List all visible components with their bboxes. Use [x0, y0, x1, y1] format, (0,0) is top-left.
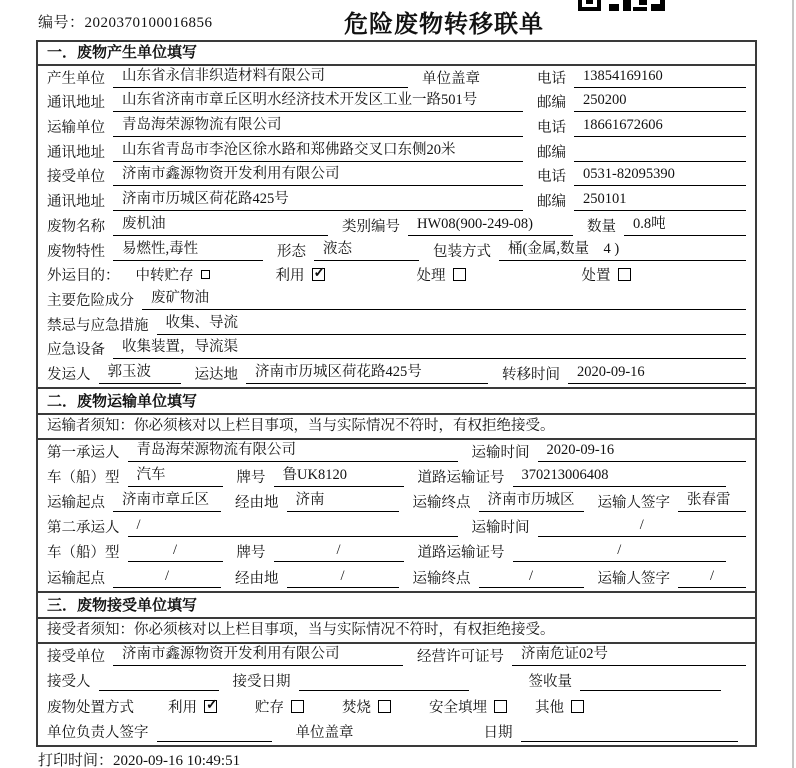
document-number-label: 编号： [38, 15, 85, 31]
section-producer [38, 42, 755, 387]
plate-value: / [274, 542, 404, 562]
purpose-label: 外运目的： [47, 268, 120, 285]
accept-person-label: 接受人 [47, 674, 91, 691]
zip-value: 250101 [574, 191, 746, 211]
carrier-sign-value: 张春雷 [678, 488, 746, 512]
packing-value: 桶(金属,数量 4 ) [499, 237, 746, 261]
accept-date-value [299, 688, 469, 691]
print-time-value: 2020-09-16 10:49:51 [113, 753, 241, 768]
carrier1-value: 青岛海荣源物流有限公司 [128, 438, 458, 462]
sign-qty-label: 签收量 [528, 674, 572, 691]
accept-unit-label: 接受单位 [47, 648, 105, 665]
checkbox-utilize-icon [312, 268, 325, 281]
vehicle-type-value: 汽车 [128, 463, 223, 487]
manifest-table [36, 40, 757, 747]
sign-qty-value [580, 688, 721, 691]
address-label: 通讯地址 [47, 194, 105, 211]
taboo-value: 收集、导流 [157, 311, 747, 335]
zip-value [574, 159, 746, 162]
phone-label: 电话 [537, 120, 566, 137]
date-value [521, 739, 739, 742]
producer-label: 产生单位 [47, 70, 105, 87]
row-hazard-component [38, 288, 755, 313]
via-value: / [287, 568, 399, 588]
waste-name-label: 废物名称 [47, 218, 105, 235]
row-route-1 [38, 490, 755, 515]
checkbox-utilize-icon [204, 700, 217, 713]
checkbox-store-icon [291, 700, 304, 713]
quantity-label: 数量 [587, 218, 616, 235]
carrier2-value: / [128, 517, 458, 537]
receiver-notice: 接受者须知：你必须核对以上栏目事项，当与实际情况不符时，有权拒绝接受。 [38, 619, 755, 644]
checkbox-incinerate-icon [378, 700, 391, 713]
receiver-value: 济南市鑫源物资开发利用有限公司 [113, 162, 523, 186]
address-label: 通讯地址 [47, 144, 105, 161]
address-label: 通讯地址 [47, 95, 105, 112]
terminus-label: 运输终点 [412, 570, 471, 587]
transport-time-value: 2020-09-16 [538, 442, 747, 462]
row-waste-name [38, 214, 755, 239]
disposal-option-incinerate [342, 696, 391, 717]
category-value: HW08(900-249-08) [408, 216, 573, 236]
checkbox-dispose-icon [618, 268, 631, 281]
row-waste-character [38, 239, 755, 264]
taboo-label: 禁忌与应急措施 [47, 317, 149, 334]
carrier-sign-label: 运输人签字 [597, 570, 670, 587]
equipment-label: 应急设备 [47, 342, 105, 359]
row-shipper [38, 362, 755, 387]
section-receiver [38, 591, 755, 746]
purpose-option-storage [136, 264, 210, 285]
zip-label: 邮编 [537, 95, 566, 112]
option-label: 利用 [168, 699, 197, 716]
permit-label: 经营许可证号 [417, 648, 504, 665]
row-first-carrier [38, 440, 755, 465]
origin-value: / [113, 568, 221, 588]
row-vehicle-2 [38, 540, 755, 565]
accept-date-label: 接受日期 [232, 674, 291, 691]
character-value: 易燃性,毒性 [113, 237, 263, 261]
unit-seal-label: 单位盖章 [295, 725, 354, 742]
terminus-value: / [479, 568, 584, 588]
qr-code-icon [578, 0, 668, 11]
quantity-value: 0.8吨 [624, 212, 746, 236]
origin-label: 运输起点 [47, 570, 105, 587]
road-permit-label: 道路运输证号 [417, 470, 505, 487]
via-label: 经由地 [235, 495, 279, 512]
phone-label: 电话 [537, 169, 566, 186]
disposal-option-landfill [429, 696, 507, 717]
unit-seal-label: 单位盖章 [422, 70, 480, 87]
destination-value: 济南市历城区荷花路425号 [246, 360, 488, 384]
row-transporter-address [38, 140, 755, 165]
option-label: 安全填埋 [429, 699, 487, 716]
option-label: 中转贮存 [135, 268, 194, 285]
road-permit-value: / [513, 542, 727, 562]
origin-value: 济南市章丘区 [113, 488, 221, 512]
disposal-option-utilize [168, 696, 217, 717]
vehicle-type-label: 车（船）型 [47, 470, 120, 487]
disposal-option-store [255, 696, 304, 717]
carrier-sign-label: 运输人签字 [597, 495, 670, 512]
plate-value: 鲁UK8120 [274, 463, 404, 487]
address-value: 济南市历城区荷花路425号 [113, 187, 523, 211]
row-route-2 [38, 565, 755, 590]
checkbox-other-icon [571, 700, 584, 713]
transfer-time-value: 2020-09-16 [568, 364, 746, 384]
transport-time-label: 运输时间 [471, 520, 530, 537]
row-transfer-purpose [38, 264, 755, 289]
print-time-label: 打印时间： [38, 753, 114, 768]
page-edge-divider [792, 0, 794, 768]
waste-name-value: 废机油 [113, 212, 328, 236]
packing-label: 包装方式 [433, 243, 491, 260]
row-receiver [38, 165, 755, 190]
form-value: 液态 [314, 237, 419, 261]
plate-label: 牌号 [236, 545, 266, 562]
row-producer [38, 66, 755, 91]
road-permit-label: 道路运输证号 [417, 545, 505, 562]
checkbox-treat-icon [453, 268, 466, 281]
row-emergency-equipment [38, 338, 755, 363]
phone-value: 18661672606 [574, 117, 746, 137]
option-label: 处理 [416, 268, 446, 285]
section-transporter-header: 二．废物运输单位填写 [38, 387, 755, 415]
address-value: 山东省青岛市李沧区徐水路和郑佛路交叉口东侧20米 [113, 138, 523, 162]
section-receiver-header: 三．废物接受单位填写 [38, 591, 755, 619]
row-taboo-measures [38, 313, 755, 338]
section-producer-header: 一．废物产生单位填写 [38, 42, 755, 66]
hazard-value: 废矿物油 [142, 286, 746, 310]
road-permit-value: 370213006408 [513, 467, 727, 487]
origin-label: 运输起点 [47, 495, 105, 512]
zip-label: 邮编 [537, 194, 566, 211]
section-transporter [38, 387, 755, 591]
phone-value: 0531-82095390 [574, 166, 746, 186]
accept-unit-value: 济南市鑫源物资开发利用有限公司 [113, 642, 403, 666]
carrier1-label: 第一承运人 [47, 445, 120, 462]
row-second-carrier [38, 515, 755, 540]
row-accept-person [38, 669, 755, 694]
transporter-label: 运输单位 [47, 120, 105, 137]
transport-time-value: / [538, 517, 747, 537]
receiver-label: 接受单位 [47, 169, 105, 186]
via-label: 经由地 [235, 570, 279, 587]
document-number-value: 2020370100016856 [84, 15, 213, 31]
option-label: 利用 [275, 268, 305, 285]
shipper-value: 郭玉波 [99, 360, 181, 384]
phone-label: 电话 [537, 70, 566, 87]
carrier-sign-value: / [678, 568, 746, 588]
destination-label: 运达地 [194, 366, 238, 383]
print-time [38, 749, 240, 768]
transfer-time-label: 转移时间 [502, 366, 560, 383]
vehicle-type-value: / [128, 542, 223, 562]
purpose-option-treat [417, 264, 466, 285]
head-sign-value [157, 739, 272, 742]
hazard-label: 主要危险成分 [47, 292, 134, 309]
row-transporter [38, 115, 755, 140]
row-vehicle-1 [38, 465, 755, 490]
transporter-value: 青岛海荣源物流有限公司 [113, 113, 523, 137]
row-producer-address [38, 91, 755, 116]
terminus-value: 济南市历城区 [479, 488, 584, 512]
row-receiver-address [38, 189, 755, 214]
purpose-option-utilize [276, 264, 325, 285]
row-accept-unit [38, 644, 755, 669]
phone-value: 13854169160 [574, 68, 746, 88]
option-label: 其他 [535, 699, 564, 716]
zip-label: 邮编 [537, 144, 566, 161]
transport-time-label: 运输时间 [471, 445, 530, 462]
disposal-label: 废物处置方式 [47, 699, 134, 716]
checkbox-storage-icon [201, 270, 210, 279]
option-label: 焚烧 [342, 699, 371, 716]
row-head-signature [38, 720, 755, 745]
form-label: 形态 [277, 243, 306, 260]
page-title: 危险废物转移联单 [344, 12, 544, 38]
carrier2-label: 第二承运人 [47, 520, 120, 537]
shipper-label: 发运人 [47, 366, 91, 383]
vehicle-type-label: 车（船）型 [47, 545, 120, 562]
transporter-notice: 运输者须知：你必须核对以上栏目事项，当与实际情况不符时，有权拒绝接受。 [38, 415, 755, 440]
purpose-option-dispose [582, 264, 631, 285]
terminus-label: 运输终点 [412, 495, 471, 512]
row-disposal-method [38, 694, 755, 719]
producer-value: 山东省永信非织造材料有限公司 [113, 64, 408, 88]
via-value: 济南 [287, 488, 399, 512]
address-value: 山东省济南市章丘区明水经济技术开发区工业一路501号 [113, 88, 523, 112]
head-sign-label: 单位负责人签字 [47, 725, 149, 742]
zip-value: 250200 [574, 92, 746, 112]
date-label: 日期 [483, 725, 513, 742]
option-label: 贮存 [255, 699, 284, 716]
character-label: 废物特性 [47, 243, 105, 260]
option-label: 处置 [581, 268, 611, 285]
permit-value: 济南危证02号 [512, 642, 746, 666]
category-label: 类别编号 [342, 218, 400, 235]
plate-label: 牌号 [236, 470, 266, 487]
accept-person-value [99, 688, 219, 691]
equipment-value: 收集装置，导流渠 [113, 335, 746, 359]
checkbox-landfill-icon [494, 700, 507, 713]
disposal-option-other [535, 696, 584, 717]
